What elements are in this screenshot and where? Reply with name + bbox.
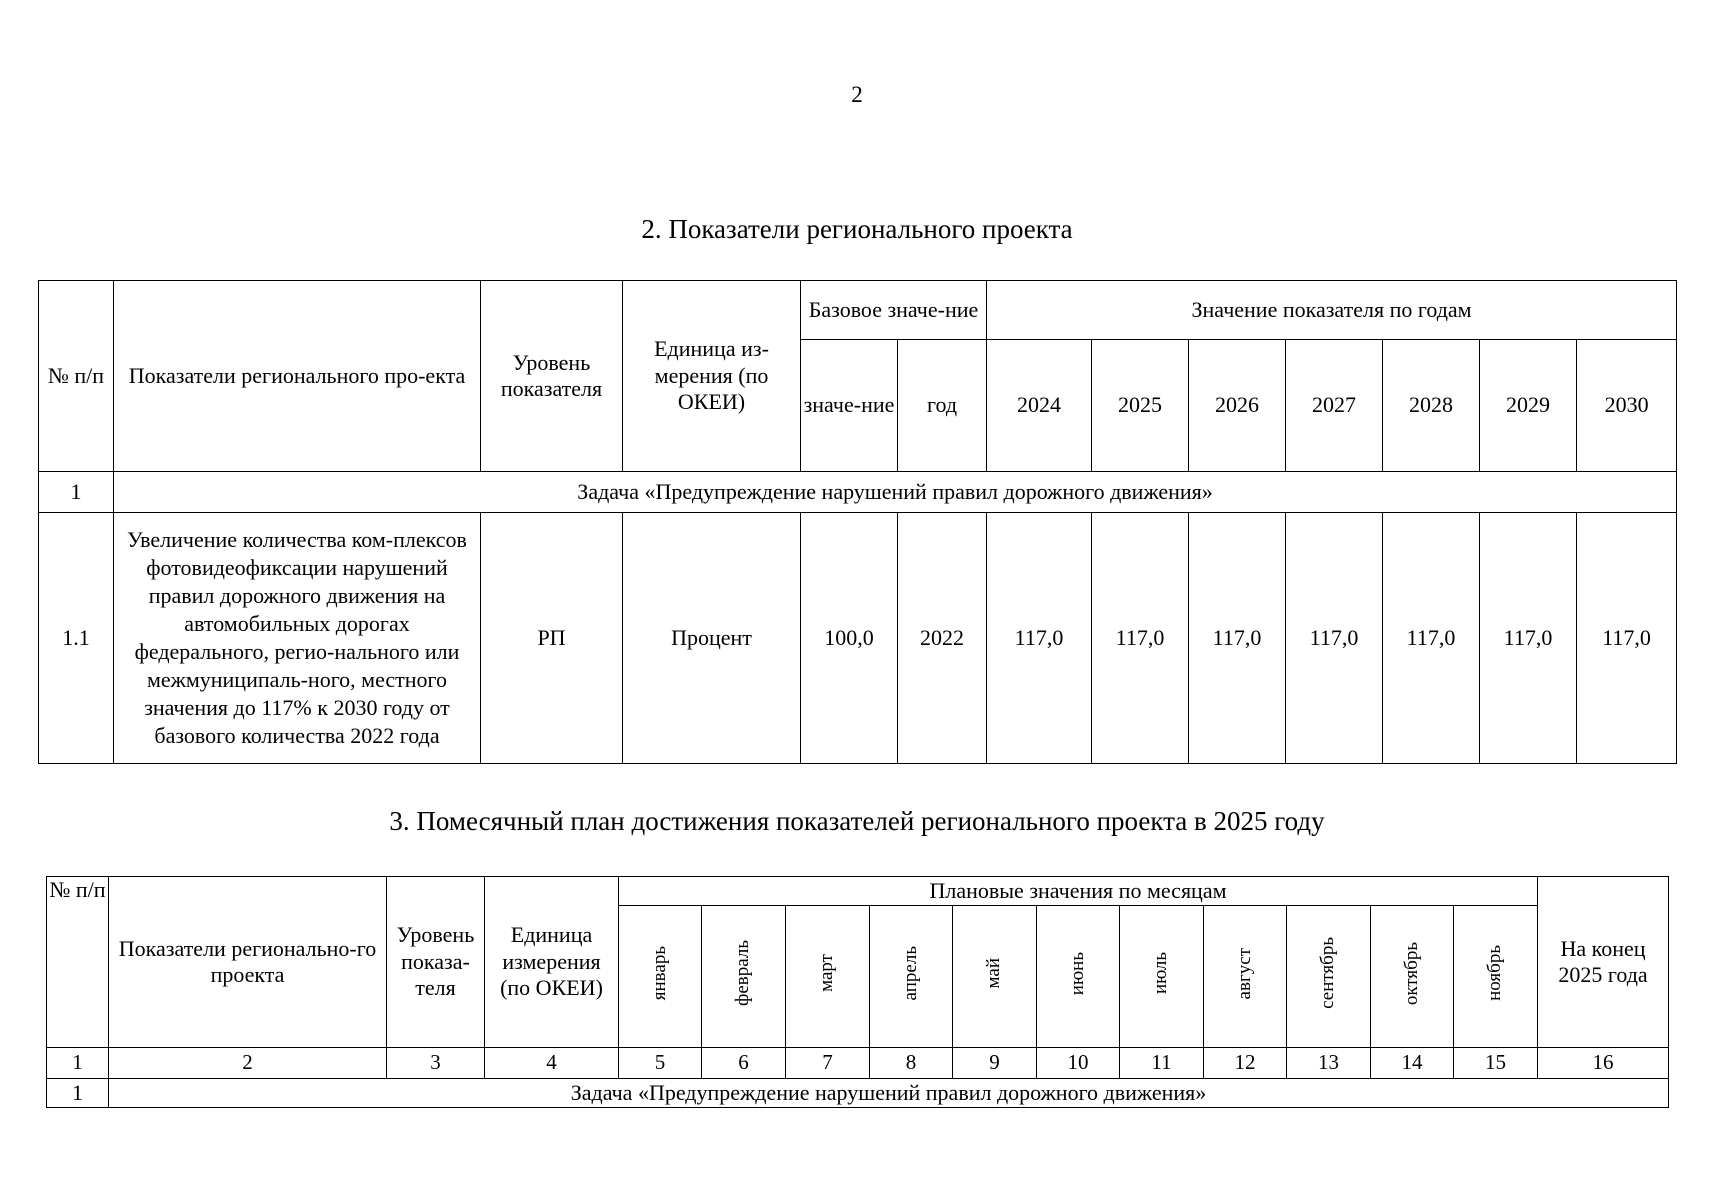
month-label: апрель	[899, 946, 921, 1001]
header-year: 2029	[1480, 340, 1577, 472]
row-base-year: 2022	[898, 513, 987, 764]
task-text: Задача «Предупреждение нарушений правил дорожного движения»	[109, 1079, 1669, 1108]
header-year: 2030	[1577, 340, 1677, 472]
month-label: октябрь	[1400, 941, 1422, 1005]
row-year-value: 117,0	[1577, 513, 1677, 764]
header-end: На конец 2025 года	[1538, 877, 1669, 1048]
col-number: 12	[1204, 1048, 1287, 1079]
header-by-years: Значение показателя по годам	[987, 281, 1677, 340]
month-label: ноябрь	[1484, 945, 1506, 1002]
header-indicator: Показатели регионального про-екта	[114, 281, 481, 472]
col-number: 3	[387, 1048, 485, 1079]
month-label: июнь	[1066, 951, 1088, 995]
month-label: май	[983, 958, 1005, 989]
header-month	[702, 906, 786, 1048]
col-number: 10	[1037, 1048, 1120, 1079]
row-base-value: 100,0	[801, 513, 898, 764]
monthly-plan-table	[46, 876, 1669, 1108]
row-year-value: 117,0	[1189, 513, 1286, 764]
table-row	[39, 513, 1677, 764]
col-number: 13	[1287, 1048, 1371, 1079]
col-number: 4	[485, 1048, 619, 1079]
row-year-value: 117,0	[1286, 513, 1383, 764]
col-number: 11	[1120, 1048, 1204, 1079]
col-number: 15	[1454, 1048, 1538, 1079]
page-number: 2	[851, 82, 863, 107]
col-number: 6	[702, 1048, 786, 1079]
col-number: 16	[1538, 1048, 1669, 1079]
row-indicator: Увеличение количества ком-плексов фотовидеофиксации нарушений правил дорожного движения на автомобильных дорогах федерального, регио-нального или межмуниципаль-ного, местного значения до 117% к 2030 году от базового количества 2022 года	[114, 513, 481, 764]
header-base-value: значе-ние	[801, 340, 898, 472]
header-year: 2028	[1383, 340, 1480, 472]
header-month	[786, 906, 870, 1048]
row-year-value: 117,0	[987, 513, 1092, 764]
header-month	[1120, 906, 1204, 1048]
month-label: март	[816, 954, 838, 993]
task-text: Задача «Предупреждение нарушений правил дорожного движения»	[114, 472, 1677, 513]
row-year-value: 117,0	[1092, 513, 1189, 764]
indicators-table	[38, 280, 1677, 764]
col-number: 14	[1371, 1048, 1454, 1079]
header-month	[870, 906, 953, 1048]
row-num: 1.1	[39, 513, 114, 764]
header-num: № п/п	[47, 877, 109, 1048]
header-year: 2026	[1189, 340, 1286, 472]
column-numbers-row	[47, 1048, 1669, 1079]
row-level: РП	[481, 513, 623, 764]
task-num: 1	[47, 1079, 109, 1108]
header-level: Уровень показа-теля	[387, 877, 485, 1048]
month-label: январь	[648, 946, 670, 1001]
col-number: 9	[953, 1048, 1037, 1079]
header-base: Базовое значе-ние	[801, 281, 987, 340]
section-2-title: 2. Показатели регионального проекта	[641, 214, 1073, 244]
row-year-value: 117,0	[1383, 513, 1480, 764]
header-month	[1371, 906, 1454, 1048]
col-number: 7	[786, 1048, 870, 1079]
header-planned: Плановые значения по месяцам	[619, 877, 1538, 906]
row-year-value: 117,0	[1480, 513, 1577, 764]
header-month	[619, 906, 702, 1048]
section-3-title: 3. Помесячный план достижения показателей регионального проекта в 2025 году	[389, 806, 1325, 836]
col-number: 1	[47, 1048, 109, 1079]
header-indicator: Показатели регионально-го проекта	[109, 877, 387, 1048]
header-level: Уровень показателя	[481, 281, 623, 472]
month-label: август	[1233, 947, 1255, 1000]
month-label: июль	[1150, 952, 1172, 995]
header-num: № п/п	[39, 281, 114, 472]
header-month	[1204, 906, 1287, 1048]
month-label: февраль	[732, 940, 754, 1007]
header-base-year: год	[898, 340, 987, 472]
col-number: 2	[109, 1048, 387, 1079]
task-num: 1	[39, 472, 114, 513]
header-year: 2024	[987, 340, 1092, 472]
header-month	[953, 906, 1037, 1048]
header-month	[1037, 906, 1120, 1048]
month-label: сентябрь	[1317, 937, 1339, 1010]
header-month	[1287, 906, 1371, 1048]
col-number: 5	[619, 1048, 702, 1079]
col-number: 8	[870, 1048, 953, 1079]
header-year: 2025	[1092, 340, 1189, 472]
header-year: 2027	[1286, 340, 1383, 472]
row-unit: Процент	[623, 513, 801, 764]
header-unit: Единица из-мерения (по ОКЕИ)	[623, 281, 801, 472]
header-unit: Единица измерения (по ОКЕИ)	[485, 877, 619, 1048]
header-month	[1454, 906, 1538, 1048]
